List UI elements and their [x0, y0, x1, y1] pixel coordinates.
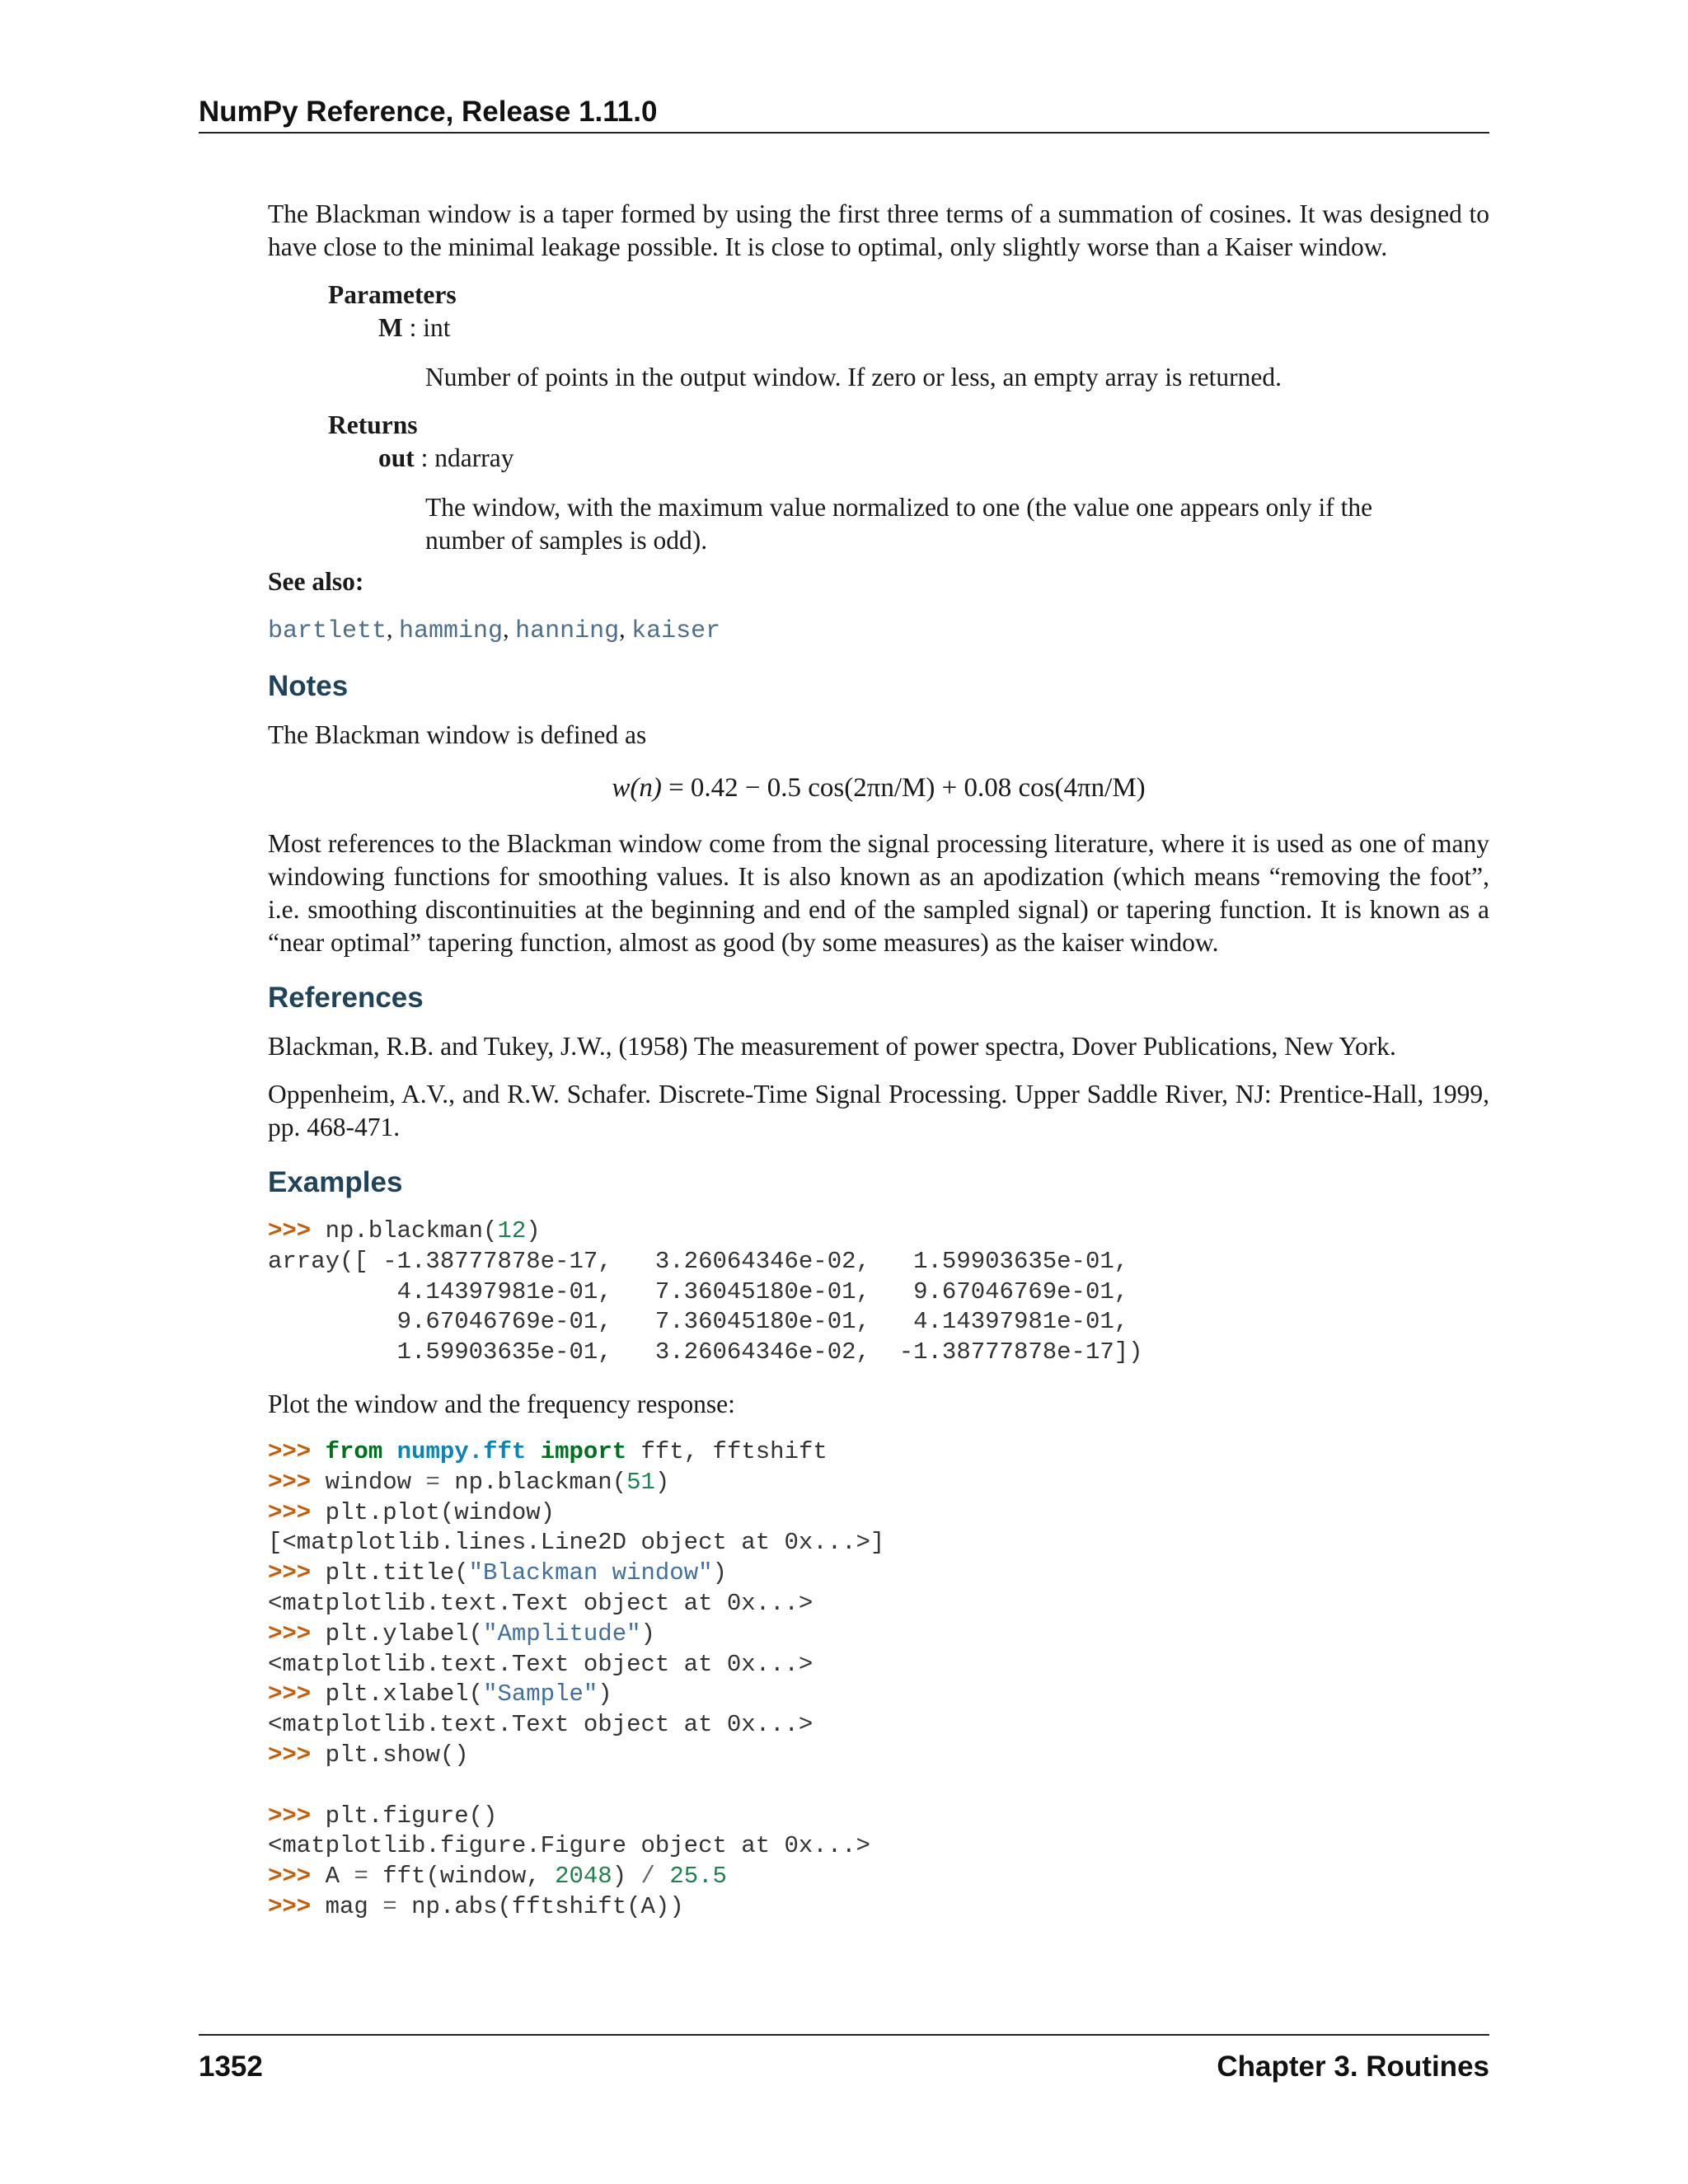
returns-section	[328, 409, 1489, 557]
equation-rhs: = 0.42 − 0.5 cos(2πn/M) + 0.08 cos(4πn/M)	[668, 773, 1146, 803]
see-also-links: bartlett, hamming, hanning, kaiser	[268, 616, 721, 645]
parameter-name: M	[378, 313, 403, 342]
code-output: array([ -1.38777878e-17, 3.26064346e-02, 1.59903635e-01, 4.14397981e-01, 7.36045180e-01, 9.67046769e-01, 9.67046769e-01, 7.36045180e-01, 4.14397981e-01, 1.59903635e-01, 3.26064346e-02, -1.38777878e-17])	[268, 1247, 1143, 1366]
see-also-link-bartlett[interactable]: bartlett	[268, 617, 387, 645]
notes-body: Most references to the Blackman window come from the signal processing literature, where it is used as one of many windowing functions for smoothing values. It is also known as an apodization (which means “removing the foot”, i.e. smoothing discontinuities at the beginning and end of the sampled signal) or tapering function. It is known as a “near optimal” tapering function, almost as good (by some measures) as the kaiser window.	[268, 829, 1489, 957]
running-header	[199, 92, 1489, 134]
equation-lhs: w(n)	[612, 773, 662, 803]
see-also-link-hamming[interactable]: hamming	[399, 617, 504, 645]
parameters-section	[328, 279, 1489, 394]
return-name: out	[378, 443, 415, 472]
code-block-plot: >>> from numpy.fft import fft, fftshift >>> window = np.blackman(51) >>> plt.plot(window) [<matplotlib.lines.Line2D object at 0x...>] >>> plt.title("Blackman window") <matplotlib.text.Text object at 0x...> >>> plt.ylabel("Amplitude") <matplotlib.text.Text object at 0x...> >>> plt.xlabel("Sample") <matplotlib.text.Text object at 0x...> >>> plt.show() >>> plt.figure() <matplotlib.figure.Figure object at 0x...> >>> A = fft(window, 2048) / 25.5 >>> mag = np.abs(fftshift(A))	[268, 1437, 885, 1920]
see-also-link-kaiser[interactable]: kaiser	[631, 617, 721, 645]
reference-item: Blackman, R.B. and Tukey, J.W., (1958) The measurement of power spectra, Dover Publications, New York.	[268, 1032, 1396, 1061]
parameter-type: int	[423, 313, 451, 342]
see-also-section	[268, 565, 1489, 648]
parameters-heading: Parameters	[328, 280, 457, 309]
parameter-description: Number of points in the output window. If zero or less, an empty array is returned.	[425, 363, 1282, 391]
notes-intro: The Blackman window is defined as	[268, 720, 647, 749]
references-heading: References	[268, 982, 424, 1014]
intro-paragraph: The Blackman window is a taper formed by using the first three terms of a summation of cosines. It was designed to have close to the minimal leakage possible. It is close to optimal, only slightly worse than a Kaiser window.	[268, 199, 1489, 261]
return-type: ndarray	[434, 443, 514, 472]
reference-item: Oppenheim, A.V., and R.W. Schafer. Discrete-Time Signal Processing. Upper Saddle River, NJ: Prentice-Hall, 1999, pp. 468-471.	[268, 1080, 1489, 1141]
return-description: The window, with the maximum value normalized to one (the value one appears only if the number of samples is odd).	[425, 493, 1373, 555]
returns-heading: Returns	[328, 410, 418, 439]
code-block-blackman: >>> np.blackman(12) array([ -1.38777878e-17, 3.26064346e-02, 1.59903635e-01, 4.14397981e-01, 7.36045180e-01, 9.67046769e-01, 9.67046769e-01, 7.36045180e-01, 4.14397981e-01, 1.59903635e-01, 3.26064346e-02, -1.38777878e-17])	[268, 1217, 1143, 1366]
main-content	[268, 198, 1489, 1943]
blackman-equation	[268, 771, 1489, 804]
running-footer	[199, 2034, 1489, 2085]
see-also-link-hanning[interactable]: hanning	[515, 617, 620, 645]
notes-heading: Notes	[268, 670, 349, 702]
parameter-signature: M : int	[378, 313, 451, 342]
chapter-title: Chapter 3. Routines	[1217, 2050, 1489, 2083]
header-title: NumPy Reference, Release 1.11.0	[199, 96, 658, 128]
see-also-heading: See also:	[268, 567, 364, 596]
examples-heading: Examples	[268, 1166, 403, 1198]
return-signature: out : ndarray	[378, 443, 514, 472]
plot-intro: Plot the window and the frequency response:	[268, 1389, 735, 1418]
page-number: 1352	[199, 2050, 263, 2083]
